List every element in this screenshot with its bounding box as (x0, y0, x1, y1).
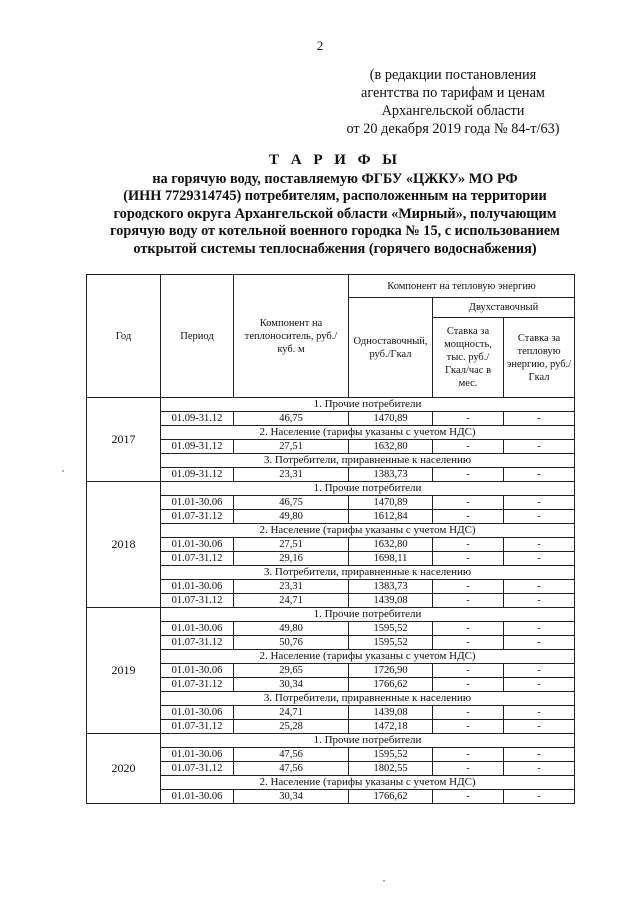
col-header-period: Период (161, 275, 234, 398)
title-line: городского округа Архангельской области «Мирный», получающим (113, 205, 557, 222)
energy-rate-cell: - (504, 636, 575, 650)
year-cell: 2017 (87, 398, 161, 482)
table-row (87, 510, 575, 524)
title-line: горячую воду от котельной военного городка № 15, с использованием (110, 223, 560, 239)
energy-rate-cell: - (504, 748, 575, 762)
energy-rate-cell: - (504, 538, 575, 552)
table-row (87, 412, 575, 426)
col-header-two-rate: Двухставочный (433, 298, 575, 318)
energy-rate-cell: - (504, 440, 575, 454)
energy-rate-cell: - (504, 510, 575, 524)
period-cell: 01.01-30.06 (161, 790, 234, 804)
carrier-cell: 30,34 (234, 790, 349, 804)
period-cell: 01.01-30.06 (161, 538, 234, 552)
capacity-rate-cell: - (433, 636, 504, 650)
group-row (87, 692, 575, 706)
single-rate-cell: 1470,89 (349, 496, 433, 510)
scan-speck (62, 470, 64, 472)
title-heading: Т А Р И Ф Ы (268, 152, 402, 168)
carrier-cell: 46,75 (234, 496, 349, 510)
table-row (87, 538, 575, 552)
group-row (87, 650, 575, 664)
period-cell: 01.01-30.06 (161, 748, 234, 762)
single-rate-cell: 1632,80 (349, 440, 433, 454)
carrier-cell: 29,16 (234, 552, 349, 566)
capacity-rate-cell: - (433, 510, 504, 524)
group-label: 2. Население (тарифы указаны с учетом НДС) (161, 524, 575, 538)
carrier-cell: 49,80 (234, 510, 349, 524)
tariff-table (86, 274, 575, 804)
period-cell: 01.09-31.12 (161, 440, 234, 454)
revision-line: от 20 декабря 2019 года № 84-т/63) (346, 121, 560, 137)
group-label: 1. Прочие потребители (161, 398, 575, 412)
group-label: 1. Прочие потребители (161, 734, 575, 748)
single-rate-cell: 1698,11 (349, 552, 433, 566)
capacity-rate-cell: - (433, 678, 504, 692)
energy-rate-cell: - (504, 412, 575, 426)
group-label: 2. Население (тарифы указаны с учетом НДС) (161, 426, 575, 440)
energy-rate-cell: - (504, 706, 575, 720)
energy-rate-cell: - (504, 720, 575, 734)
revision-note (330, 66, 576, 138)
carrier-cell: 23,31 (234, 468, 349, 482)
group-label: 1. Прочие потребители (161, 608, 575, 622)
single-rate-cell: 1802,55 (349, 762, 433, 776)
carrier-cell: 47,56 (234, 748, 349, 762)
energy-rate-cell: - (504, 622, 575, 636)
capacity-rate-cell: - (433, 440, 504, 454)
single-rate-cell: 1595,52 (349, 636, 433, 650)
table-row (87, 678, 575, 692)
period-cell: 01.01-30.06 (161, 622, 234, 636)
group-row (87, 608, 575, 622)
carrier-cell: 50,76 (234, 636, 349, 650)
group-label: 3. Потребители, приравненные к населению (161, 566, 575, 580)
group-row (87, 426, 575, 440)
group-label: 1. Прочие потребители (161, 482, 575, 496)
energy-rate-cell: - (504, 496, 575, 510)
table-row (87, 496, 575, 510)
capacity-rate-cell: - (433, 538, 504, 552)
revision-line: (в редакции постановления (369, 67, 537, 83)
period-cell: 01.07-31.12 (161, 552, 234, 566)
group-label: 3. Потребители, приравненные к населению (161, 454, 575, 468)
period-cell: 01.09-31.12 (161, 468, 234, 482)
group-row (87, 524, 575, 538)
single-rate-cell: 1766,62 (349, 678, 433, 692)
col-header-year: Год (87, 275, 161, 398)
period-cell: 01.01-30.06 (161, 496, 234, 510)
energy-rate-cell: - (504, 552, 575, 566)
capacity-rate-cell: - (433, 790, 504, 804)
energy-rate-cell: - (504, 594, 575, 608)
title-line: (ИНН 7729314745) потребителям, расположенным на территории (123, 188, 547, 204)
period-cell: 01.07-31.12 (161, 720, 234, 734)
carrier-cell: 27,51 (234, 440, 349, 454)
capacity-rate-cell: - (433, 720, 504, 734)
table-row (87, 720, 575, 734)
period-cell: 01.07-31.12 (161, 594, 234, 608)
group-row (87, 776, 575, 790)
capacity-rate-cell: - (433, 748, 504, 762)
revision-line: агентства по тарифам и ценам (361, 85, 545, 101)
col-header-capacity-rate: Ставка за мощность, тыс. руб./ Гкал/час в мес. (433, 318, 504, 398)
energy-rate-cell: - (504, 664, 575, 678)
capacity-rate-cell: - (433, 552, 504, 566)
col-header-carrier: Компонент на теплоноситель, руб./куб. м (234, 275, 349, 398)
title-line: на горячую воду, поставляемую ФГБУ «ЦЖКУ» МО РФ (152, 170, 518, 187)
year-cell: 2018 (87, 482, 161, 608)
single-rate-cell: 1383,73 (349, 580, 433, 594)
period-cell: 01.01-30.06 (161, 706, 234, 720)
period-cell: 01.07-31.12 (161, 762, 234, 776)
energy-rate-cell: - (504, 762, 575, 776)
capacity-rate-cell: - (433, 580, 504, 594)
group-row (87, 482, 575, 496)
carrier-cell: 23,31 (234, 580, 349, 594)
carrier-cell: 27,51 (234, 538, 349, 552)
col-header-energy: Компонент на тепловую энергию (349, 275, 575, 298)
carrier-cell: 46,75 (234, 412, 349, 426)
carrier-cell: 30,34 (234, 678, 349, 692)
table-row (87, 552, 575, 566)
title-line: открытой системы теплоснабжения (горячего водоснабжения) (133, 240, 537, 257)
group-row (87, 566, 575, 580)
group-label: 3. Потребители, приравненные к населению (161, 692, 575, 706)
single-rate-cell: 1766,62 (349, 790, 433, 804)
energy-rate-cell: - (504, 580, 575, 594)
year-cell: 2019 (87, 608, 161, 734)
capacity-rate-cell: - (433, 496, 504, 510)
table-row (87, 762, 575, 776)
single-rate-cell: 1383,73 (349, 468, 433, 482)
carrier-cell: 24,71 (234, 594, 349, 608)
table-row (87, 580, 575, 594)
carrier-cell: 49,80 (234, 622, 349, 636)
revision-line: Архангельской области (381, 103, 525, 119)
capacity-rate-cell: - (433, 664, 504, 678)
table-body (87, 398, 575, 804)
single-rate-cell: 1470,89 (349, 412, 433, 426)
period-cell: 01.07-31.12 (161, 678, 234, 692)
table-row (87, 748, 575, 762)
group-label: 2. Население (тарифы указаны с учетом НДС) (161, 650, 575, 664)
table-row (87, 664, 575, 678)
document-title (70, 152, 600, 258)
scan-speck (383, 880, 385, 882)
year-cell: 2020 (87, 734, 161, 804)
carrier-cell: 24,71 (234, 706, 349, 720)
period-cell: 01.07-31.12 (161, 510, 234, 524)
single-rate-cell: 1726,90 (349, 664, 433, 678)
capacity-rate-cell: - (433, 622, 504, 636)
page-number: 2 (316, 38, 324, 53)
single-rate-cell: 1472,18 (349, 720, 433, 734)
carrier-cell: 47,56 (234, 762, 349, 776)
period-cell: 01.01-30.06 (161, 580, 234, 594)
table-header (87, 275, 575, 398)
carrier-cell: 25,28 (234, 720, 349, 734)
capacity-rate-cell: - (433, 594, 504, 608)
energy-rate-cell: - (504, 678, 575, 692)
single-rate-cell: 1612,84 (349, 510, 433, 524)
period-cell: 01.07-31.12 (161, 636, 234, 650)
table-row (87, 594, 575, 608)
capacity-rate-cell: - (433, 468, 504, 482)
energy-rate-cell: - (504, 790, 575, 804)
table-row (87, 622, 575, 636)
group-row (87, 398, 575, 412)
group-row (87, 734, 575, 748)
table-row (87, 790, 575, 804)
group-label: 2. Население (тарифы указаны с учетом НДС) (161, 776, 575, 790)
energy-rate-cell: - (504, 468, 575, 482)
single-rate-cell: 1595,52 (349, 622, 433, 636)
period-cell: 01.01-30.06 (161, 664, 234, 678)
col-header-energy-rate: Ставка за тепловую энергию, руб./Гкал (504, 318, 575, 398)
table-row (87, 706, 575, 720)
capacity-rate-cell: - (433, 412, 504, 426)
period-cell: 01.09-31.12 (161, 412, 234, 426)
single-rate-cell: 1632,80 (349, 538, 433, 552)
capacity-rate-cell: - (433, 762, 504, 776)
single-rate-cell: 1439,08 (349, 706, 433, 720)
single-rate-cell: 1595,52 (349, 748, 433, 762)
table-row (87, 440, 575, 454)
table-row (87, 468, 575, 482)
table-row (87, 636, 575, 650)
group-row (87, 454, 575, 468)
single-rate-cell: 1439,08 (349, 594, 433, 608)
capacity-rate-cell: - (433, 706, 504, 720)
col-header-single-rate: Одноставочный, руб./Гкал (349, 298, 433, 398)
carrier-cell: 29,65 (234, 664, 349, 678)
